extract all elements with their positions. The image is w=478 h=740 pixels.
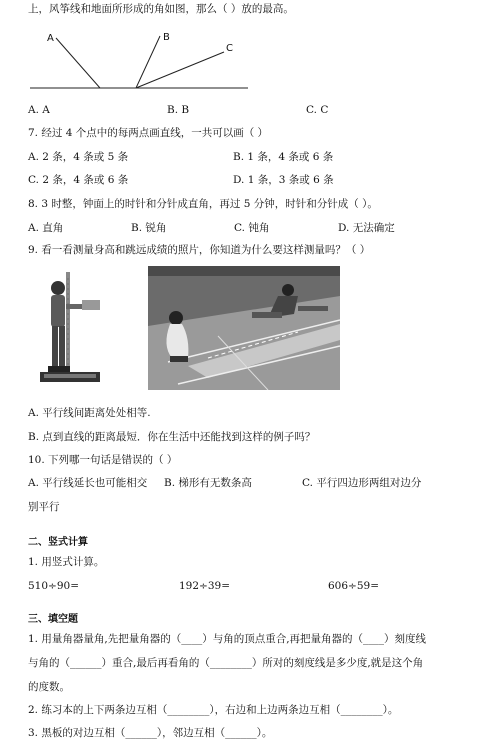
calc-item-1: 510÷90= xyxy=(28,580,79,592)
q6-option-c[interactable]: C. C xyxy=(306,104,329,116)
q9-stem: 9. 看一看测量身高和跳远成绩的照片，你知道为什么要这样测量吗？（ ） xyxy=(28,244,371,256)
q10-option-a[interactable]: A. 平行线延长也可能相交 xyxy=(28,477,148,489)
q7-option-b[interactable]: B. 1 条，4 条或 6 条 xyxy=(233,151,334,163)
label-b: B xyxy=(163,32,170,43)
q6-stem-tail: 上，风筝线和地面所形成的角如图，那么（ ）放的最高。 xyxy=(28,3,294,15)
section3-q2: 2. 练习本的上下两条边互相（________），右边和上边两条边互相（________）。 xyxy=(28,704,399,716)
q10-option-b[interactable]: B. 梯形有无数条高 xyxy=(164,477,252,489)
q9-option-b[interactable]: B. 点到直线的距离最短．你在生活中还能找到这样的例子吗？ xyxy=(28,431,316,443)
section3-q1-line2: 与角的（______）重合,最后再看角的（________）所对的刻度线是多少度,就是这个角 xyxy=(28,657,424,669)
q7-stem: 7. 经过 4 个点中的每两点画直线，一共可以画（ ） xyxy=(28,127,269,139)
section2-title: 二、竖式计算 xyxy=(28,537,88,548)
calc-item-2: 192÷39= xyxy=(179,580,230,592)
q9-option-a[interactable]: A. 平行线间距离处处相等. xyxy=(28,407,151,419)
q8-option-c[interactable]: C. 钝角 xyxy=(234,222,270,234)
section2-q1: 1. 用竖式计算。 xyxy=(28,556,105,568)
q6-option-b[interactable]: B. B xyxy=(167,104,190,116)
q6-option-a[interactable]: A. A xyxy=(28,104,50,116)
q7-option-a[interactable]: A. 2 条，4 条或 5 条 xyxy=(28,151,129,163)
section3-q3: 3. 黑板的对边互相（______），邻边互相（______）。 xyxy=(28,727,273,739)
q7-option-c[interactable]: C. 2 条，4 条或 6 条 xyxy=(28,174,129,186)
section3-q1-line1: 1. 用量角器量角,先把量角器的（____）与角的顶点重合,再把量角器的（____）刻度线 xyxy=(28,633,427,645)
calc-item-3: 606÷59= xyxy=(328,580,379,592)
q10-option-c[interactable]: C. 平行四边形两组对边分 xyxy=(302,477,422,489)
q8-stem: 8. 3 时整，钟面上的时针和分针成直角，再过 5 分钟，时针和分针成（ ）。 xyxy=(28,198,378,210)
q8-option-b[interactable]: B. 锐角 xyxy=(131,222,167,234)
long-jump-photo xyxy=(148,266,340,390)
section3-q1-line3: 的度数。 xyxy=(28,681,70,693)
kite-angle-figure xyxy=(28,24,268,94)
q10-option-c-cont: 别平行 xyxy=(28,501,60,513)
height-measure-photo xyxy=(30,268,110,388)
section3-title: 三、填空题 xyxy=(28,614,78,625)
q7-option-d[interactable]: D. 1 条，3 条或 6 条 xyxy=(233,174,334,186)
q8-option-d[interactable]: D. 无法确定 xyxy=(338,222,395,234)
q10-stem: 10. 下列哪一句话是错误的（ ） xyxy=(28,454,178,466)
label-c: C xyxy=(226,43,233,54)
label-a: A xyxy=(47,33,54,44)
q8-option-a[interactable]: A. 直角 xyxy=(28,222,64,234)
